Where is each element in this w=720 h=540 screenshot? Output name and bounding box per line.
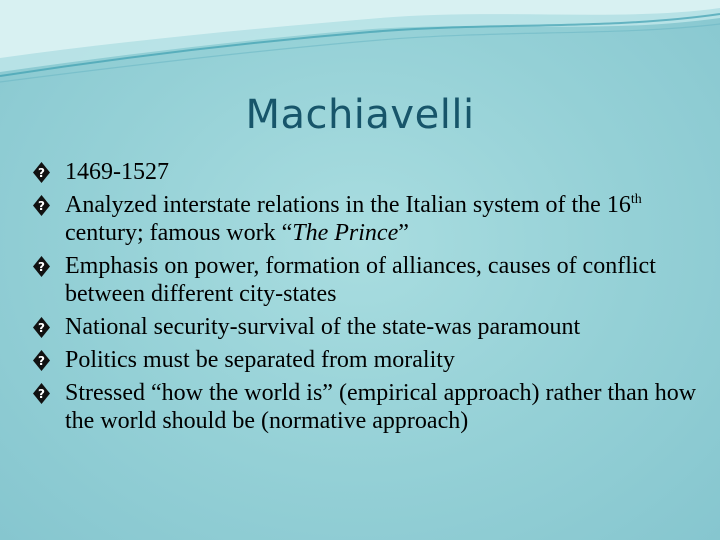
replacement-glyph-icon [30,316,53,338]
bullet-item [30,158,710,186]
bullet-item [30,252,710,308]
replacement-glyph-icon [30,382,53,404]
replacement-glyph-icon [30,255,53,277]
book-title: The Prince [292,220,399,246]
ordinal-superscript: th [630,192,642,207]
bullet-text: Stressed “how the world is” (empirical approach) rather than how the world should be (normative approach) [65,380,697,434]
svg-text:?: ? [38,165,45,180]
svg-text:?: ? [38,386,45,401]
bullet-text-part: ” [398,220,409,246]
svg-text:?: ? [38,259,45,274]
bullet-text: National security-survival of the state-was paramount [65,314,581,340]
svg-text:?: ? [38,353,45,368]
replacement-glyph-icon [30,349,53,371]
header-wave-decoration [0,0,720,90]
bullet-text: Emphasis on power, formation of alliances, causes of conflict between different city-states [65,253,656,307]
svg-text:?: ? [38,198,45,213]
bullet-list [30,158,710,440]
replacement-glyph-icon [30,161,53,183]
svg-text:?: ? [38,320,45,335]
bullet-item [30,379,710,435]
bullet-text: 1469-1527 [65,159,169,185]
slide-title: Machiavelli [245,92,475,138]
bullet-item [30,191,710,247]
replacement-glyph-icon [30,194,53,216]
bullet-text-part: Analyzed interstate relations in the Italian system of the 16 [65,192,631,218]
bullet-text: Politics must be separated from morality [65,347,455,373]
bullet-item [30,346,710,374]
bullet-text-part: century; famous work “ [65,220,293,246]
bullet-item [30,313,710,341]
